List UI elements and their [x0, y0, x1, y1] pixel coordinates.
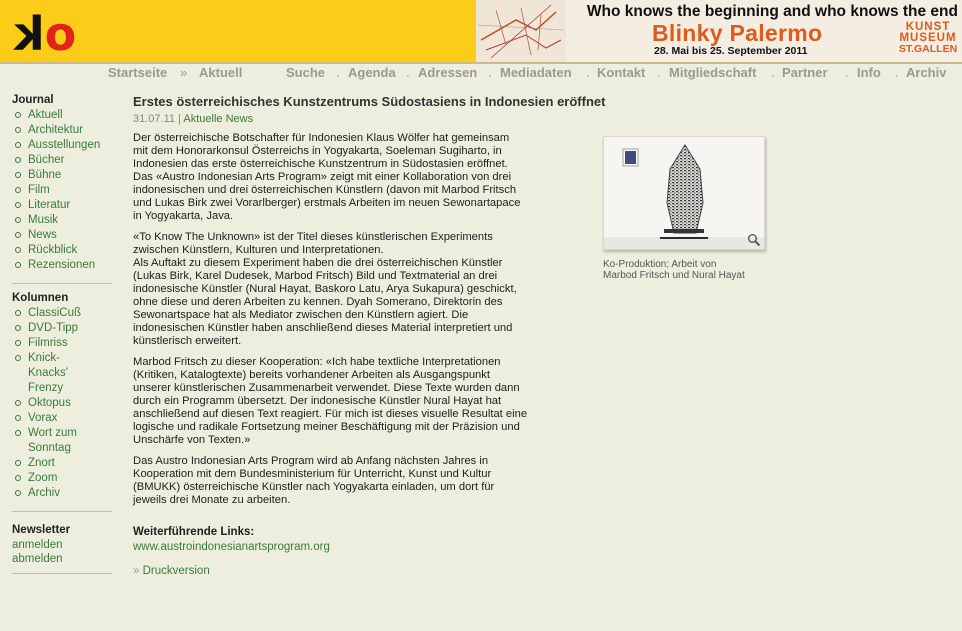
sidebar-item-buehne[interactable]	[15, 168, 112, 183]
site-header	[0, 0, 962, 64]
banner-title: Blinky Palermo	[652, 20, 823, 46]
nav-partner[interactable]: Partner	[782, 65, 828, 80]
museum-line3: ST.GALLEN	[898, 43, 958, 55]
sidebar-item-classicuss[interactable]	[15, 306, 112, 321]
bullet-icon	[15, 247, 21, 253]
journal-heading: Journal	[12, 94, 54, 106]
nav-dot: .	[586, 65, 590, 80]
site-logo[interactable]	[16, 7, 75, 61]
bullet-icon	[15, 400, 21, 406]
bullet-icon	[15, 217, 21, 223]
article-paragraph: «To Know The Unknown» ist der Titel dieses künstlerischen Experiments zwischen Künstlern, Kulturen und Interpretationen. Als Auftakt zu diesem Experiment haben die drei österreichischen Künstler (Lukas Birk, Karel Dudesek, Marbod Fritsch) Bild und Textmaterial an drei indonesische Künstler (Nural Hayat, Baskoro Latu, Arya Sukapura) geschickt, ohne diese und deren Arbeiten zu kennen. Dyah Somerano, Direktorin des Sewonartspace hat als Mediator zwischen den Künstlern agiert. Die indonesischen Künstler haben anschließend dieses Material interpretiert und künstlerisch erweitert.	[133, 231, 517, 347]
sidebar-item-label: Architektur	[28, 124, 83, 136]
bullet-icon	[15, 355, 21, 361]
sidebar-item-rezensionen[interactable]	[15, 258, 112, 273]
nav-dot: .	[406, 65, 410, 80]
sidebar-item-buecher[interactable]	[15, 153, 112, 168]
sidebar-item-label: Aktuell	[28, 109, 63, 121]
sidebar-item-label: Literatur	[28, 199, 71, 211]
further-links-heading: Weiterführende Links:	[133, 526, 255, 538]
sidebar-divider	[12, 283, 112, 284]
nav-dot: .	[488, 65, 492, 80]
bullet-icon	[15, 340, 21, 346]
article-paragraph: Der österreichische Botschafter für Indonesien Klaus Wölfer hat gemeinsam mit dem Honorarkonsul Österreichs in Yogyakarta, Soeleman Sugiharto, in Indonesien das erste österreichische Kunstzentrum in Südostasien eröffnet. Das «Austro Indonesian Arts Program» zeigt mit einer Kollaboration von drei indonesischen und drei österreichischen Künstlern (davon mit Marbod Fritsch und Lukas Birk zwei Vorarlberger) erstmals Arbeiten im neuen Sewonartapace in Yogyakarta, Java.	[133, 132, 521, 222]
bullet-icon	[15, 490, 21, 496]
nav-dot: .	[771, 65, 775, 80]
bullet-icon	[15, 310, 21, 316]
sidebar-item-filmriss[interactable]	[15, 336, 112, 351]
sidebar-item-ausstellungen[interactable]	[15, 138, 112, 153]
nav-mediadaten[interactable]: Mediadaten	[500, 65, 572, 80]
article-photo[interactable]	[603, 136, 765, 250]
bullet-icon	[15, 475, 21, 481]
sidebar-item-label: Oktopus	[28, 397, 71, 409]
breadcrumb-separator: »	[180, 65, 188, 80]
sidebar-item-literatur[interactable]	[15, 198, 112, 213]
article-meta	[133, 112, 593, 126]
banner-tagline: Who knows the beginning and who knows the end	[586, 3, 958, 20]
sidebar-item-label: Rückblick	[28, 244, 78, 256]
sidebar-item-label: Rezensionen	[28, 259, 96, 271]
sidebar-item-film[interactable]	[15, 183, 112, 198]
bullet-icon	[15, 232, 21, 238]
museum-line2: MUSEUM	[899, 32, 957, 44]
sidebar-item-aktuell[interactable]	[15, 108, 112, 123]
newsletter-subscribe-link[interactable]: anmelden	[12, 539, 63, 551]
breadcrumb-startseite[interactable]: Startseite	[108, 65, 168, 80]
article-date: 31.07.11	[133, 113, 176, 125]
bullet-icon	[15, 460, 21, 466]
sidebar-item-zoom[interactable]	[15, 471, 112, 486]
bullet-icon	[15, 172, 21, 178]
meta-separator: |	[178, 113, 181, 125]
bullet-icon	[15, 127, 21, 133]
print-version-label: Druckversion	[142, 565, 210, 577]
article	[133, 92, 606, 577]
bullet-icon	[15, 430, 21, 436]
photo-caption: Ko-Produktion; Arbeit von Marbod Fritsch und Nural Hayat	[603, 259, 745, 281]
sidebar-item-label: Archiv	[28, 487, 60, 499]
print-version-link[interactable]	[133, 565, 593, 577]
sidebar-item-knick-knacks[interactable]	[15, 351, 85, 396]
nav-info[interactable]: Info	[857, 65, 881, 80]
bullet-icon	[15, 415, 21, 421]
kolumnen-heading: Kolumnen	[12, 292, 69, 304]
bullet-icon	[15, 157, 21, 163]
sidebar-item-musik[interactable]	[15, 213, 112, 228]
sidebar-item-label: Ausstellungen	[28, 139, 101, 151]
sidebar-item-label: Film	[28, 184, 50, 196]
sidebar-item-archiv[interactable]	[15, 486, 112, 501]
zoom-icon[interactable]	[747, 233, 761, 247]
sidebar-item-label: ClassiCuß	[28, 307, 82, 319]
banner-artwork	[476, 0, 566, 62]
bullet-icon	[15, 325, 21, 331]
top-navigation	[0, 64, 962, 82]
nav-archiv[interactable]: Archiv	[906, 65, 947, 80]
sidebar-divider	[12, 573, 112, 574]
sidebar-item-label: DVD-Tipp	[28, 322, 79, 334]
bullet-icon	[15, 187, 21, 193]
bullet-icon	[15, 112, 21, 118]
raquo-icon: »	[133, 565, 140, 577]
sidebar-item-architektur[interactable]	[15, 123, 112, 138]
nav-mitgliedschaft[interactable]: Mitgliedschaft	[669, 65, 757, 80]
sidebar-item-news[interactable]	[15, 228, 112, 243]
sidebar-item-label: Bühne	[28, 169, 62, 181]
nav-kontakt[interactable]: Kontakt	[597, 65, 646, 80]
kolumnen-list	[15, 306, 112, 501]
logo-k: k	[16, 7, 45, 61]
nav-dot: .	[657, 65, 661, 80]
sidebar-item-vorax[interactable]	[15, 411, 112, 426]
sidebar-item-oktopus[interactable]	[15, 396, 112, 411]
photo-artwork	[604, 137, 765, 250]
sidebar-item-dvd-tipp[interactable]	[15, 321, 112, 336]
article-title: Erstes österreichisches Kunstzentrums Südostasiens in Indonesien eröffnet	[133, 94, 606, 109]
sidebar	[12, 92, 112, 574]
article-category-link[interactable]: Aktuelle News	[183, 113, 254, 125]
newsletter-heading: Newsletter	[12, 524, 71, 536]
sidebar-item-znort[interactable]	[15, 456, 112, 471]
external-link[interactable]: www.austroindonesianartsprogram.org	[133, 541, 330, 553]
sidebar-item-wort-zum-sonntag[interactable]	[15, 426, 95, 456]
sidebar-item-label: Znort	[28, 457, 55, 469]
sidebar-item-label: Knick-Knacks' Frenzy	[28, 352, 68, 394]
nav-suche[interactable]: Suche	[286, 65, 326, 80]
bullet-icon	[15, 202, 21, 208]
sidebar-item-label: Bücher	[28, 154, 65, 166]
article-paragraph: Das Austro Indonesian Arts Program wird ab Anfang nächsten Jahres in Kooperation mit dem Bundesministerium für Unterricht, Kunst und Kultur (BMUKK) österreichische Künstler nach Yogyakarta einladen, um dort für jeweils drei Monate zu arbeiten.	[133, 455, 495, 506]
nav-dot: .	[845, 65, 849, 80]
journal-list	[15, 108, 112, 273]
sidebar-divider	[12, 511, 112, 512]
nav-dot: .	[895, 65, 899, 80]
bullet-icon	[15, 142, 21, 148]
museum-logo	[896, 22, 960, 60]
museum-line1: KUNST	[905, 21, 951, 33]
logo-o: o	[44, 7, 75, 61]
sidebar-item-label: Musik	[28, 214, 59, 226]
newsletter-unsubscribe-link[interactable]: abmelden	[12, 553, 63, 565]
banner-dates: 28. Mai bis 25. September 2011	[654, 45, 808, 57]
breadcrumb-aktuell[interactable]: Aktuell	[199, 65, 243, 80]
nav-adressen[interactable]: Adressen	[418, 65, 478, 80]
nav-dot: .	[336, 65, 340, 80]
bullet-icon	[15, 262, 21, 268]
sidebar-item-label: Wort zum Sonntag	[28, 427, 77, 454]
sidebar-item-label: Vorax	[28, 412, 58, 424]
sidebar-item-label: Zoom	[28, 472, 58, 484]
article-figure	[603, 136, 765, 281]
nav-agenda[interactable]: Agenda	[348, 65, 396, 80]
advert-banner[interactable]	[476, 0, 962, 62]
sidebar-item-rueckblick[interactable]	[15, 243, 112, 258]
sidebar-item-label: News	[28, 229, 57, 241]
sidebar-item-label: Filmriss	[28, 337, 68, 349]
article-paragraph: Marbod Fritsch zu dieser Kooperation: «Ich habe textliche Interpretationen (Kritiken, Katalogtexte) bereits vorhandener Arbeiten als Ausgangspunkt unserer künstlerischen Zusammenarbeit verwendet. Diese Texte wurden dann durch ein Programm übersetzt. Der indonesische Künstler Nural Hayat hat anschließend auf diesen Text reagiert. Für mich ist dieses visuelle Resultat eine logische und radikale Fortsetzung meiner Beschäftigung mit der Präzision und Unschärfe von Texten.»	[133, 356, 528, 446]
